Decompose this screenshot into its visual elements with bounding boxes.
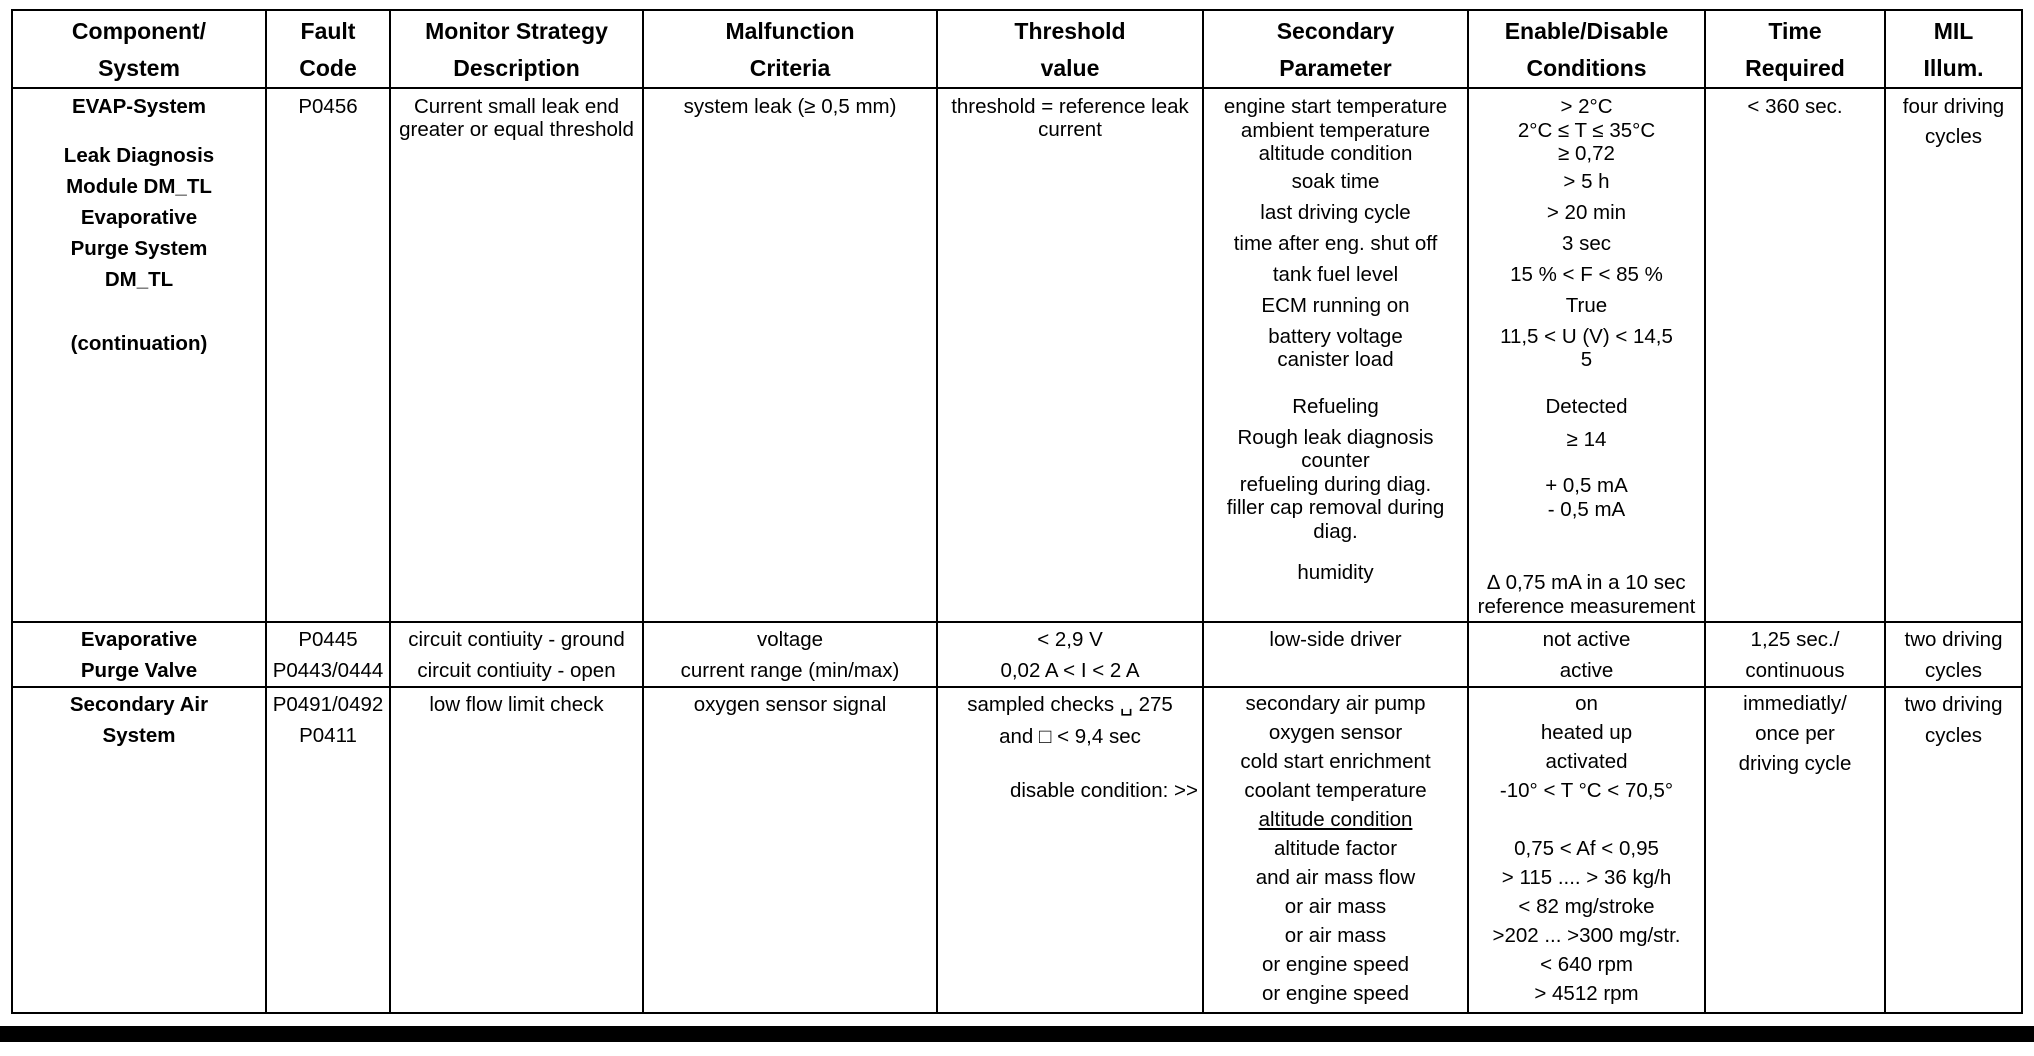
- secair-criteria: oxygen sensor signal: [643, 687, 937, 1013]
- purge-monitor: circuit contiuity - ground circuit contiuity - open: [390, 622, 643, 687]
- evap-enable-conditions: > 2°C 2°C ≤ T ≤ 35°C ≥ 0,72 > 5 h > 20 min 3 sec 15 % < F < 85 % True 11,5 < U (V) < 14,5 5 Detected ≥ 14 + 0,5 mA - 0,5 mA ∆ 0,75 mA in a 10 sec reference measurement: [1468, 88, 1705, 622]
- header-row: [12, 10, 2022, 88]
- secair-threshold: sampled checks ␣ 275 and □ < 9,4 sec disable condition: >>: [937, 687, 1203, 1013]
- purge-criteria: voltage current range (min/max): [643, 622, 937, 687]
- purge-time-required: 1,25 sec./ continuous: [1705, 622, 1885, 687]
- header-monitor-strategy: Monitor Strategy Description: [390, 10, 643, 88]
- evap-fault-code: P0456: [266, 88, 390, 622]
- header-mil: MIL Illum.: [1885, 10, 2022, 88]
- purge-component: Evaporative Purge Valve: [12, 622, 266, 687]
- evap-secondary-params: engine start temperature ambient temperature altitude condition soak time last driving cycle time after eng. shut off tank fuel level ECM running on battery voltage canister load Refueling Rough leak diagnosis counter refueling during diag. filler cap removal during diag. humidity: [1203, 88, 1468, 622]
- purge-secondary-param: low-side driver: [1203, 622, 1468, 687]
- header-component: Component/ System: [12, 10, 266, 88]
- page-footer-rule: [0, 1026, 2034, 1042]
- header-enable-conditions: Enable/Disable Conditions: [1468, 10, 1705, 88]
- purge-threshold: < 2,9 V 0,02 A < I < 2 A: [937, 622, 1203, 687]
- altitude-condition-heading: altitude condition: [1258, 808, 1413, 831]
- purge-fault-code: P0445 P0443/0444: [266, 622, 390, 687]
- evap-time-required: < 360 sec.: [1705, 88, 1885, 622]
- obd-monitor-table: [11, 9, 2023, 1014]
- header-secondary-parameter: Secondary Parameter: [1203, 10, 1468, 88]
- secair-time-required: immediatly/ once per driving cycle: [1705, 687, 1885, 1013]
- evap-monitor: Current small leak end greater or equal threshold: [390, 88, 643, 622]
- evap-mil: four driving cycles: [1885, 88, 2022, 622]
- secair-component: Secondary Air System: [12, 687, 266, 1013]
- header-threshold: Threshold value: [937, 10, 1203, 88]
- table-row-secondary-air: [12, 687, 2022, 1013]
- header-time-required: Time Required: [1705, 10, 1885, 88]
- evap-component: EVAP-System Leak Diagnosis Module DM_TL Evaporative Purge System DM_TL (continuation): [12, 88, 266, 622]
- evap-criteria: system leak (≥ 0,5 mm): [643, 88, 937, 622]
- header-fault-code: Fault Code: [266, 10, 390, 88]
- purge-enable-conditions: not active active: [1468, 622, 1705, 687]
- secair-enable-conditions: on heated up activated -10° < T °C < 70,5° 0,75 < Af < 0,95 > 115 .... > 36 kg/h < 82 mg/stroke >202 ... >300 mg/str. < 640 rpm > 4512 rpm: [1468, 687, 1705, 1013]
- disable-condition-label: disable condition: >>: [1009, 779, 1198, 802]
- header-malfunction-criteria: Malfunction Criteria: [643, 10, 937, 88]
- evap-threshold: threshold = reference leak current: [937, 88, 1203, 622]
- secair-secondary-params: secondary air pump oxygen sensor cold start enrichment coolant temperature altitude condition altitude factor and air mass flow or air mass or air mass or engine speed or engine speed: [1203, 687, 1468, 1013]
- secair-fault-code: P0491/0492 P0411: [266, 687, 390, 1013]
- secair-monitor: low flow limit check: [390, 687, 643, 1013]
- secair-mil: two driving cycles: [1885, 687, 2022, 1013]
- table-row-evap: [12, 88, 2022, 622]
- purge-mil: two driving cycles: [1885, 622, 2022, 687]
- table-row-purge-valve: [12, 622, 2022, 687]
